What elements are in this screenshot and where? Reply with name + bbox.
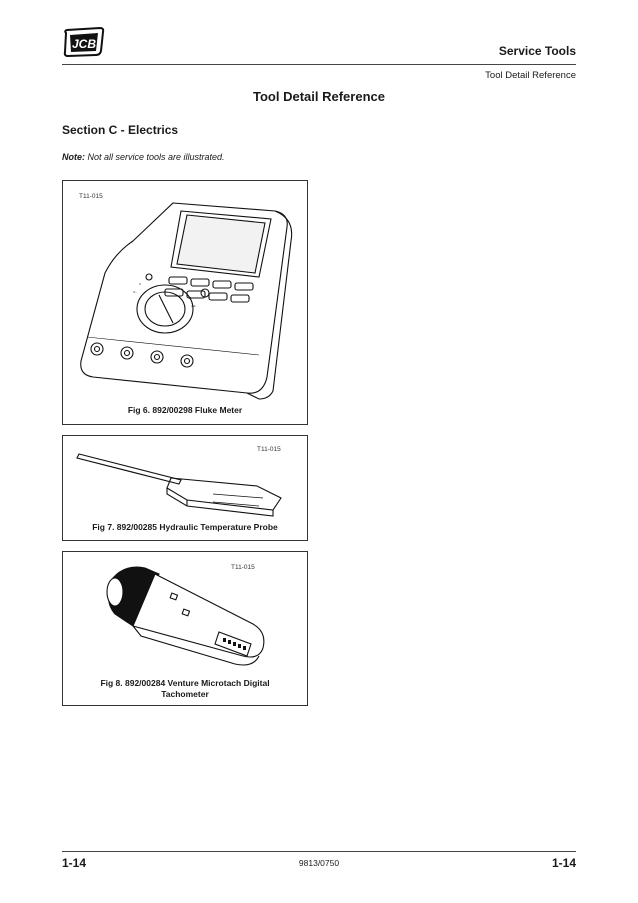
figure-fluke-meter (62, 180, 308, 425)
svg-text:V: V (139, 282, 142, 286)
svg-text:Ω: Ω (189, 296, 192, 300)
figure-caption: Fig 6. 892/00298 Fluke Meter (127, 405, 243, 415)
note-text: Not all service tools are illustrated. (85, 152, 225, 162)
figure-caption: Fig 7. 892/00285 Hydraulic Temperature Probe (92, 522, 278, 532)
document-number: 9813/0750 (298, 858, 340, 868)
jcb-logo (62, 27, 106, 57)
page-number-right: 1-14 (551, 856, 576, 870)
section-heading: Section C - Electrics (62, 123, 179, 137)
figure-tachometer (62, 551, 308, 706)
page-number-left: 1-14 (62, 856, 87, 870)
figure-caption-line1: Fig 8. 892/00284 Venture Microtach Digital (100, 678, 270, 688)
svg-text:mA: mA (191, 304, 196, 308)
note-label: Note: (62, 152, 85, 162)
figure-ref: T11-015 (257, 446, 281, 453)
header-rule (62, 64, 576, 65)
section-subtitle: Tool Detail Reference (485, 70, 576, 81)
svg-text:V~: V~ (133, 290, 137, 294)
figure-temperature-probe (62, 435, 308, 541)
footer-rule (62, 851, 576, 852)
figure-ref: T11-015 (79, 193, 103, 200)
figure-ref: T11-015 (231, 564, 255, 571)
multimeter-icon (63, 181, 307, 424)
svg-text:JCB: JCB (71, 37, 97, 51)
section-title: Service Tools (498, 44, 576, 58)
note (62, 152, 225, 162)
page-title: Tool Detail Reference (253, 89, 385, 104)
figure-caption-line2: Tachometer (161, 689, 209, 699)
